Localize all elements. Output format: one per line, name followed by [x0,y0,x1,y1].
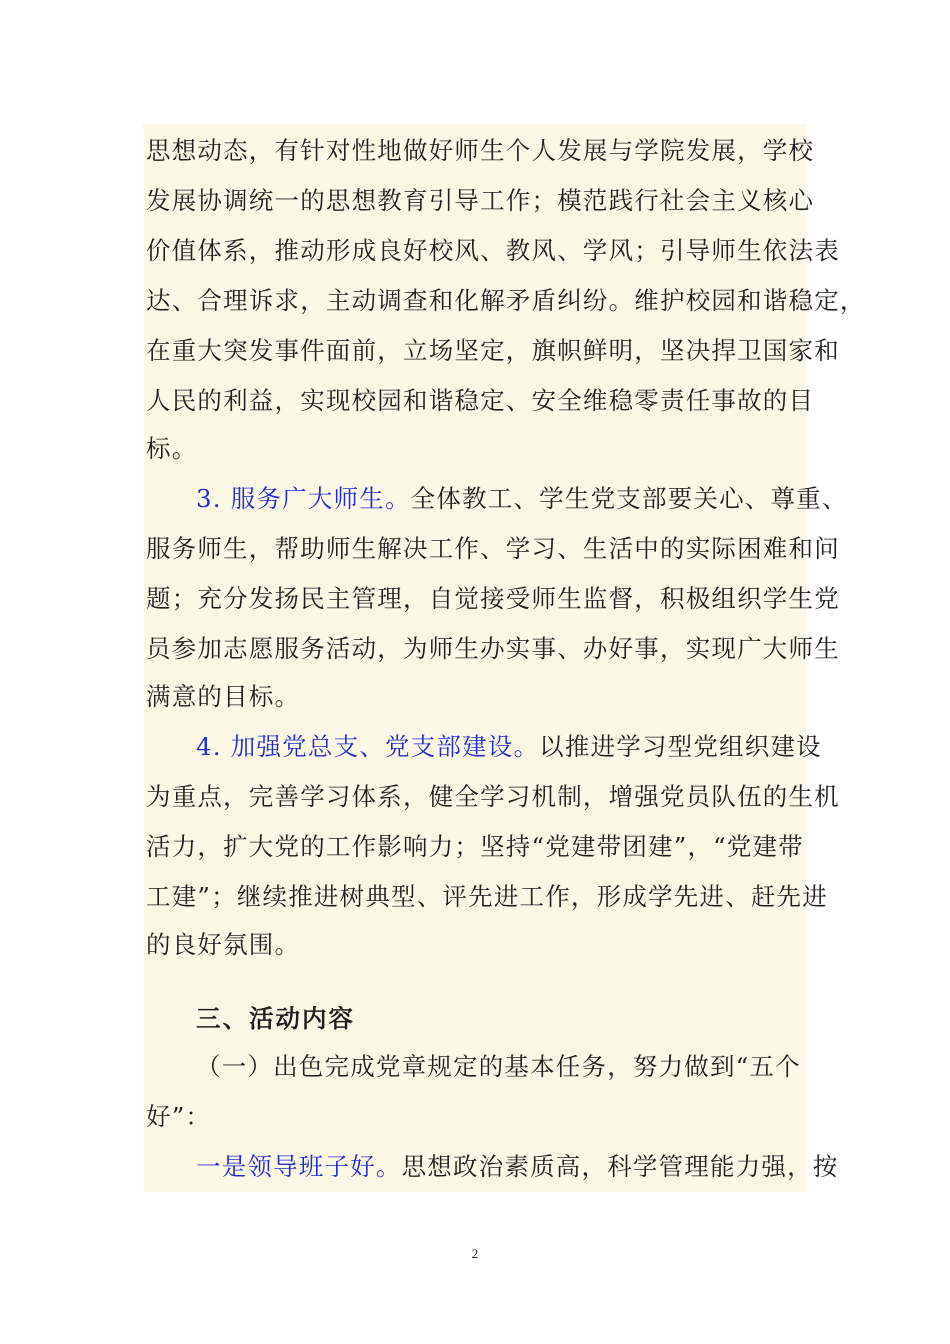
text-line: 服务师生，帮助师生解决工作、学习、生活中的实际困难和问 [146,534,840,563]
page-number: 2 [471,1246,479,1261]
text-line: 好”： [146,1102,212,1131]
item-heading-3: 3. 服务广大师生。 [196,484,411,513]
text-line: 活力，扩大党的工作影响力；坚持“党建带团建”，“党建带 [146,832,804,861]
text-line: 的良好氛围。 [146,930,301,959]
text-run: 思想政治素质高，科学管理能力强，按 [401,1152,839,1181]
text-line: 工建”；继续推进树典型、评先进工作，形成学先进、赶先进 [146,882,828,911]
text-line: 价值体系，推动形成良好校风、教风、学风；引导师生依法表 [146,236,840,265]
paragraph-first-line [196,1142,839,1192]
text-line: 达、合理诉求，主动调查和化解矛盾纠纷。维护校园和谐稳定， [146,286,866,315]
text-line: 在重大突发事件面前，立场坚定，旗帜鲜明，坚决捍卫国家和 [146,336,840,365]
paragraph-first-line [196,474,848,524]
text-line: 发展协调统一的思想教育引导工作；模范践行社会主义核心 [146,186,815,215]
text-line: 题；充分发扬民主管理，自觉接受师生监督，积极组织学生党 [146,584,840,613]
text-run: 全体教工、学生党支部要关心、尊重、 [410,484,848,513]
section-heading: 三、活动内容 [196,1004,355,1033]
text-line: 人民的利益，实现校园和谐稳定、安全维稳零责任事故的目 [146,386,815,415]
text-line: 员参加志愿服务活动，为师生办实事、办好事，实现广大师生 [146,634,840,663]
item-heading-first: 一是领导班子好。 [196,1152,402,1181]
item-heading-4: 4. 加强党总支、党支部建设。 [196,732,540,761]
text-line: 满意的目标。 [146,682,301,711]
text-run: 以推进学习型党组织建设 [539,732,822,761]
text-line: 标。 [146,434,198,463]
paragraph-first-line [196,722,822,772]
text-line: 思想动态，有针对性地做好师生个人发展与学院发展，学校 [146,136,815,165]
text-line: （一）出色完成党章规定的基本任务，努力做到“五个 [196,1052,801,1081]
text-line: 为重点，完善学习体系，健全学习机制，增强党员队伍的生机 [146,782,840,811]
